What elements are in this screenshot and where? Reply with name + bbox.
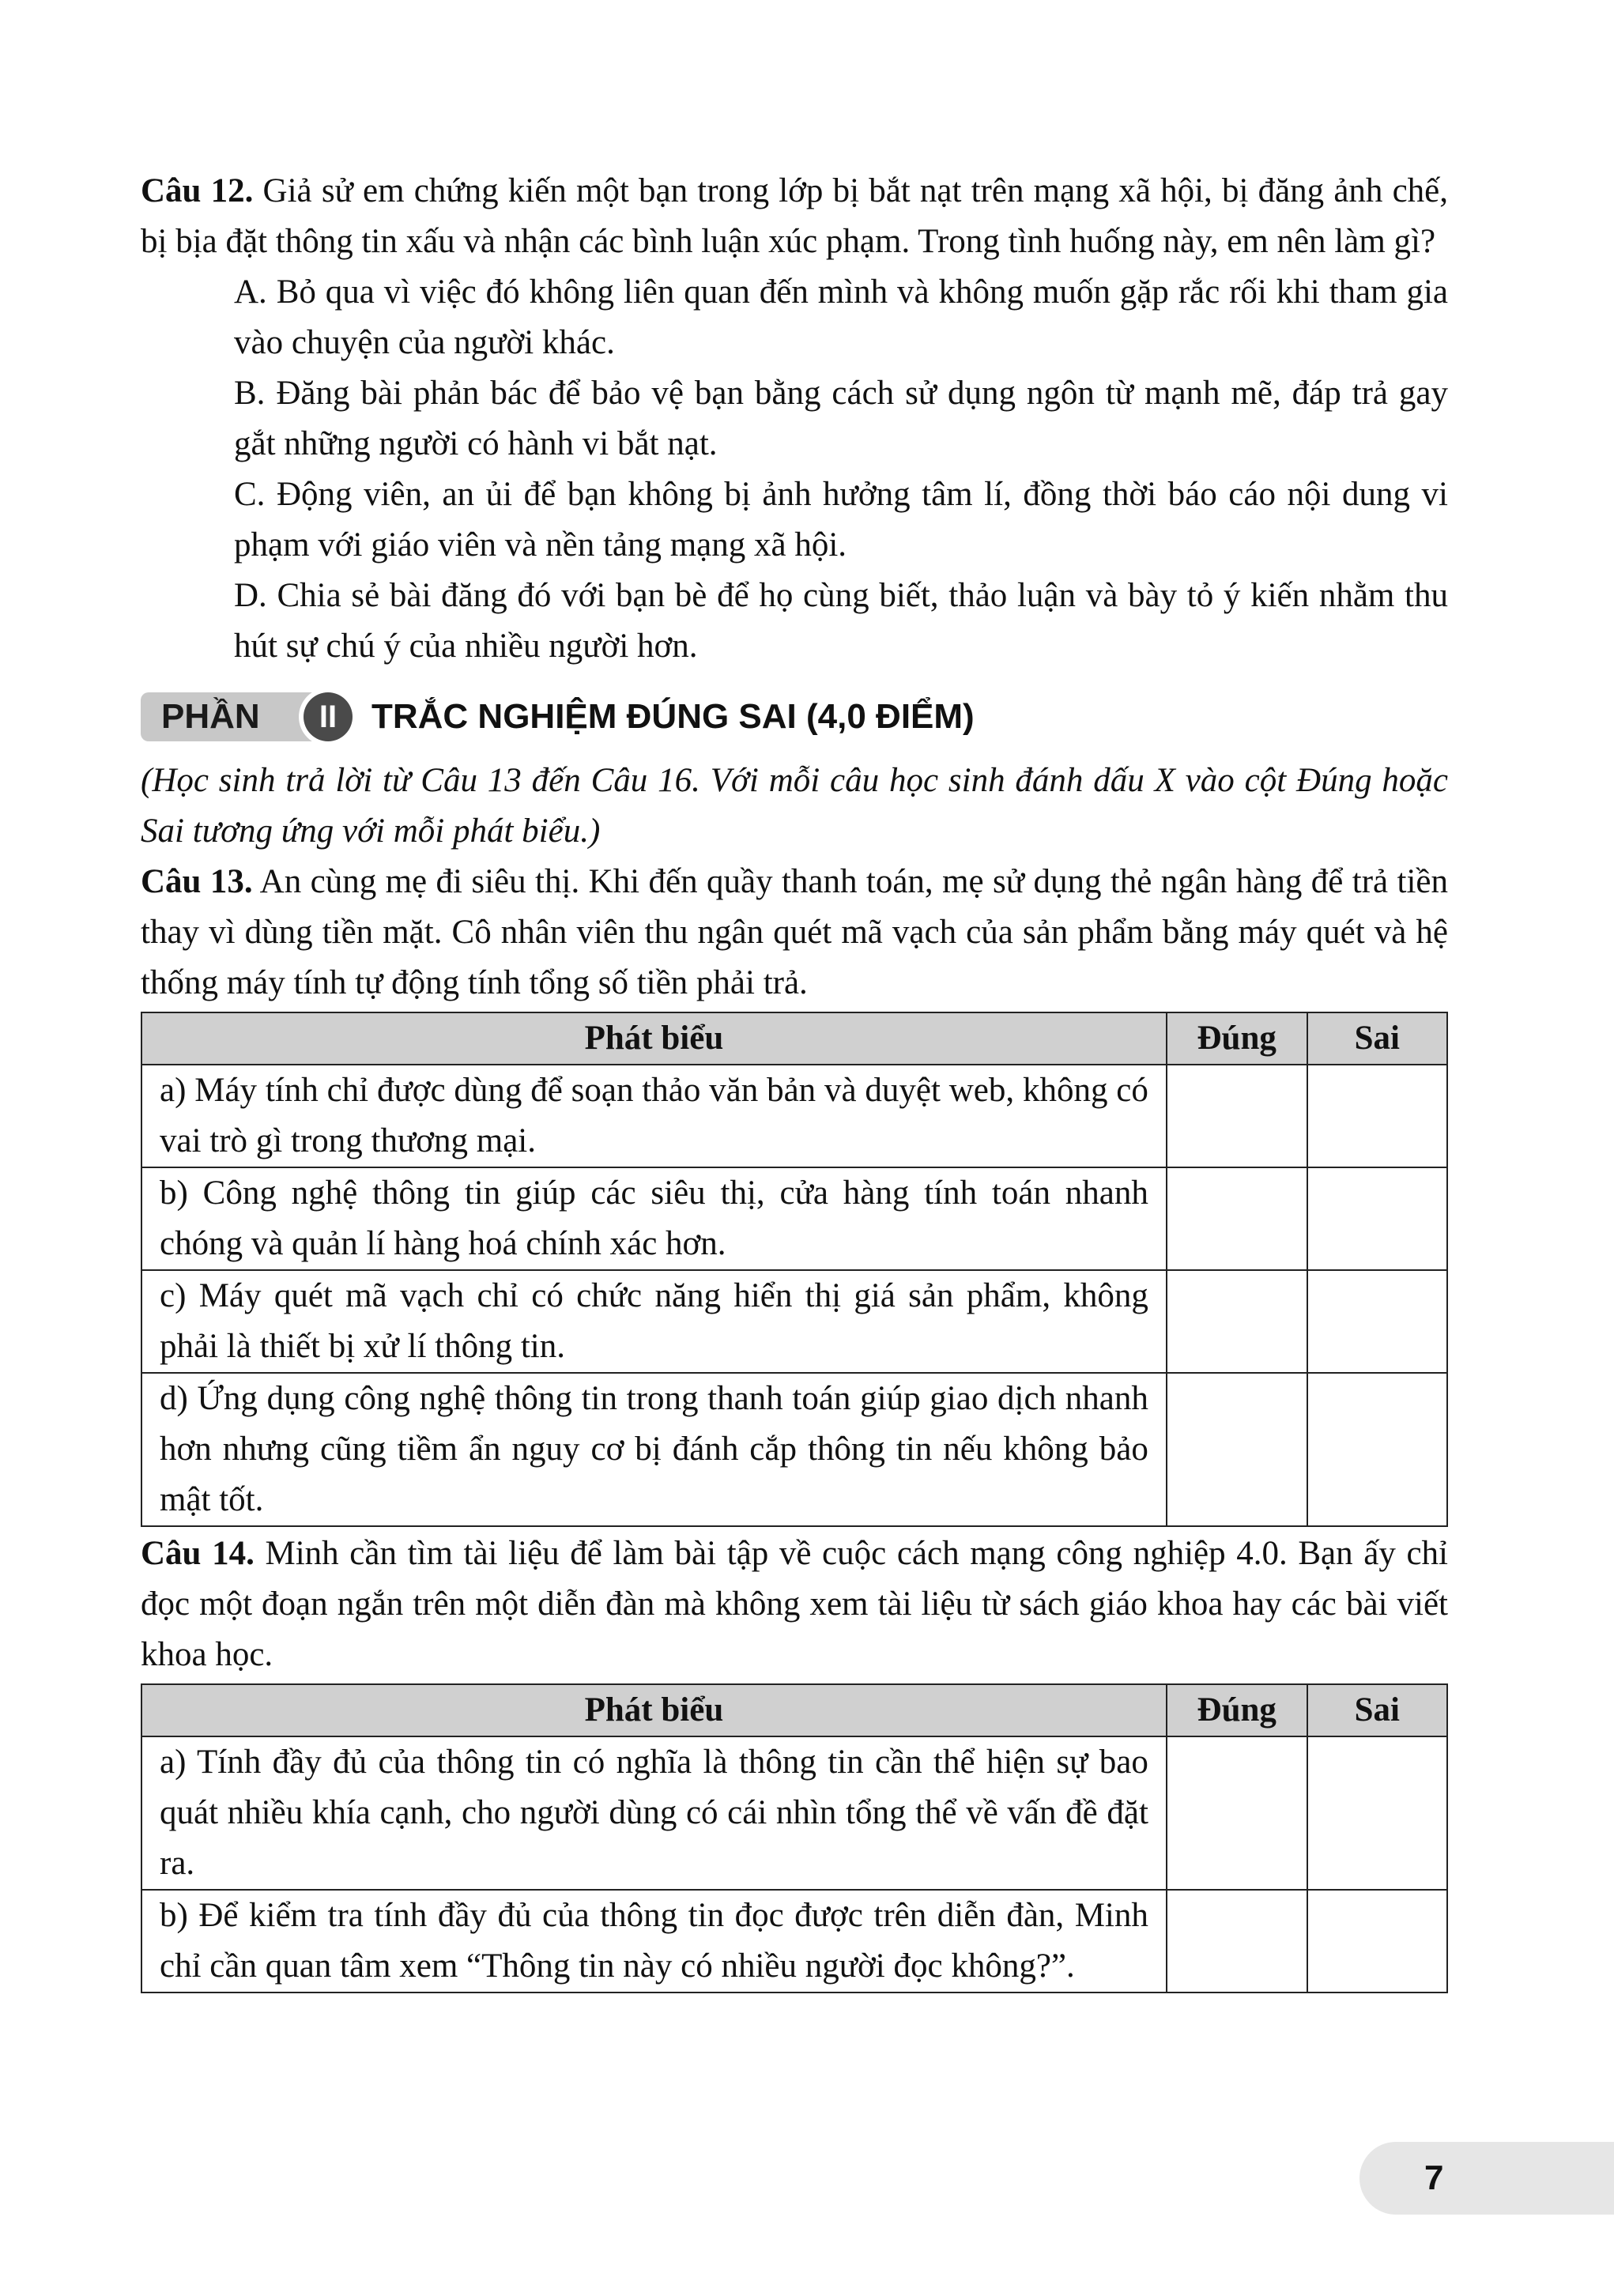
header-false: Sai: [1307, 1012, 1447, 1065]
question-13: [141, 857, 1448, 1009]
statement-cell: b) Công nghệ thông tin giúp các siêu thị, cửa hàng tính toán nhanh chóng và quản lí hàng hoá chính xác hơn.: [141, 1167, 1167, 1270]
question-13-table: [141, 1012, 1448, 1527]
table-row: [141, 1167, 1447, 1270]
question-12-label: Câu 12.: [141, 172, 254, 209]
table-row: [141, 1736, 1447, 1890]
option-b: B. Đăng bài phản bác để bảo vệ bạn bằng cách sử dụng ngôn từ mạnh mẽ, đáp trả gay gắt những người có hành vi bắt nạt.: [234, 375, 1448, 462]
question-14-text: Minh cần tìm tài liệu để làm bài tập về cuộc cách mạng công nghiệp 4.0. Bạn ấy chỉ đọc một đoạn ngắn trên một diễn đàn mà không xem tài liệu từ sách giáo khoa hay các bài viết khoa học.: [141, 1535, 1448, 1673]
section-number: II: [304, 692, 353, 741]
table-row: [141, 1270, 1447, 1373]
header-true: Đúng: [1167, 1684, 1307, 1736]
question-12-text: Giả sử em chứng kiến một bạn trong lớp bị bắt nạt trên mạng xã hội, bị đăng ảnh chế, bị bịa đặt thông tin xấu và nhận các bình luận xúc phạm. Trong tình huống này, em nên làm gì?: [141, 172, 1448, 260]
page-number: 7: [1359, 2142, 1614, 2215]
question-14-label: Câu 14.: [141, 1535, 255, 1572]
header-statement: Phát biểu: [141, 1684, 1167, 1736]
section-word: PHẦN: [161, 697, 260, 736]
question-14-table: [141, 1683, 1448, 1993]
false-checkbox-cell[interactable]: [1307, 1373, 1447, 1526]
statement-cell: a) Tính đầy đủ của thông tin có nghĩa là thông tin cần thể hiện sự bao quát nhiều khía cạnh, cho người dùng có cái nhìn tổng thể về vấn đề đặt ra.: [141, 1736, 1167, 1890]
true-checkbox-cell[interactable]: [1167, 1270, 1307, 1373]
question-14: [141, 1529, 1448, 1680]
table-row: [141, 1065, 1447, 1167]
true-checkbox-cell[interactable]: [1167, 1167, 1307, 1270]
page-content: [141, 166, 1448, 1995]
question-12: [141, 166, 1448, 267]
section-instruction: (Học sinh trả lời từ Câu 13 đến Câu 16. Với mỗi câu học sinh đánh dấu X vào cột Đúng hoặc Sai tương ứng với mỗi phát biểu.): [141, 762, 1448, 850]
header-false: Sai: [1307, 1684, 1447, 1736]
header-statement: Phát biểu: [141, 1012, 1167, 1065]
section-header: [141, 689, 1448, 745]
statement-cell: c) Máy quét mã vạch chỉ có chức năng hiển thị giá sản phẩm, không phải là thiết bị xử lí thông tin.: [141, 1270, 1167, 1373]
true-checkbox-cell[interactable]: [1167, 1065, 1307, 1167]
true-checkbox-cell[interactable]: [1167, 1736, 1307, 1890]
true-checkbox-cell[interactable]: [1167, 1373, 1307, 1526]
table-row: [141, 1890, 1447, 1993]
false-checkbox-cell[interactable]: [1307, 1065, 1447, 1167]
section-title: TRẮC NGHIỆM ĐÚNG SAI (4,0 ĐIỂM): [371, 697, 975, 736]
option-d: D. Chia sẻ bài đăng đó với bạn bè để họ cùng biết, thảo luận và bày tỏ ý kiến nhằm thu hút sự chú ý của nhiều người hơn.: [234, 577, 1448, 665]
question-13-text: An cùng mẹ đi siêu thị. Khi đến quầy thanh toán, mẹ sử dụng thẻ ngân hàng để trả tiền thay vì dùng tiền mặt. Cô nhân viên thu ngân quét mã vạch của sản phẩm bằng máy quét và hệ thống máy tính tự động tính tổng số tiền phải trả.: [141, 863, 1448, 1001]
statement-cell: b) Để kiểm tra tính đầy đủ của thông tin đọc được trên diễn đàn, Minh chỉ cần quan tâm xem “Thông tin này có nhiều người đọc không?”.: [141, 1890, 1167, 1993]
table-row: [141, 1373, 1447, 1526]
statement-cell: d) Ứng dụng công nghệ thông tin trong thanh toán giúp giao dịch nhanh hơn nhưng cũng tiềm ẩn nguy cơ bị đánh cắp thông tin nếu không bảo mật tốt.: [141, 1373, 1167, 1526]
header-true: Đúng: [1167, 1012, 1307, 1065]
false-checkbox-cell[interactable]: [1307, 1167, 1447, 1270]
statement-cell: a) Máy tính chỉ được dùng để soạn thảo văn bản và duyệt web, không có vai trò gì trong thương mại.: [141, 1065, 1167, 1167]
option-c: C. Động viên, an ủi để bạn không bị ảnh hưởng tâm lí, đồng thời báo cáo nội dung vi phạm với giáo viên và nền tảng mạng xã hội.: [234, 476, 1448, 564]
section-badge: [141, 692, 338, 741]
option-a: A. Bỏ qua vì việc đó không liên quan đến mình và không muốn gặp rắc rối khi tham gia vào chuyện của người khác.: [234, 273, 1448, 361]
true-checkbox-cell[interactable]: [1167, 1890, 1307, 1993]
false-checkbox-cell[interactable]: [1307, 1890, 1447, 1993]
false-checkbox-cell[interactable]: [1307, 1736, 1447, 1890]
question-13-label: Câu 13.: [141, 863, 253, 900]
false-checkbox-cell[interactable]: [1307, 1270, 1447, 1373]
